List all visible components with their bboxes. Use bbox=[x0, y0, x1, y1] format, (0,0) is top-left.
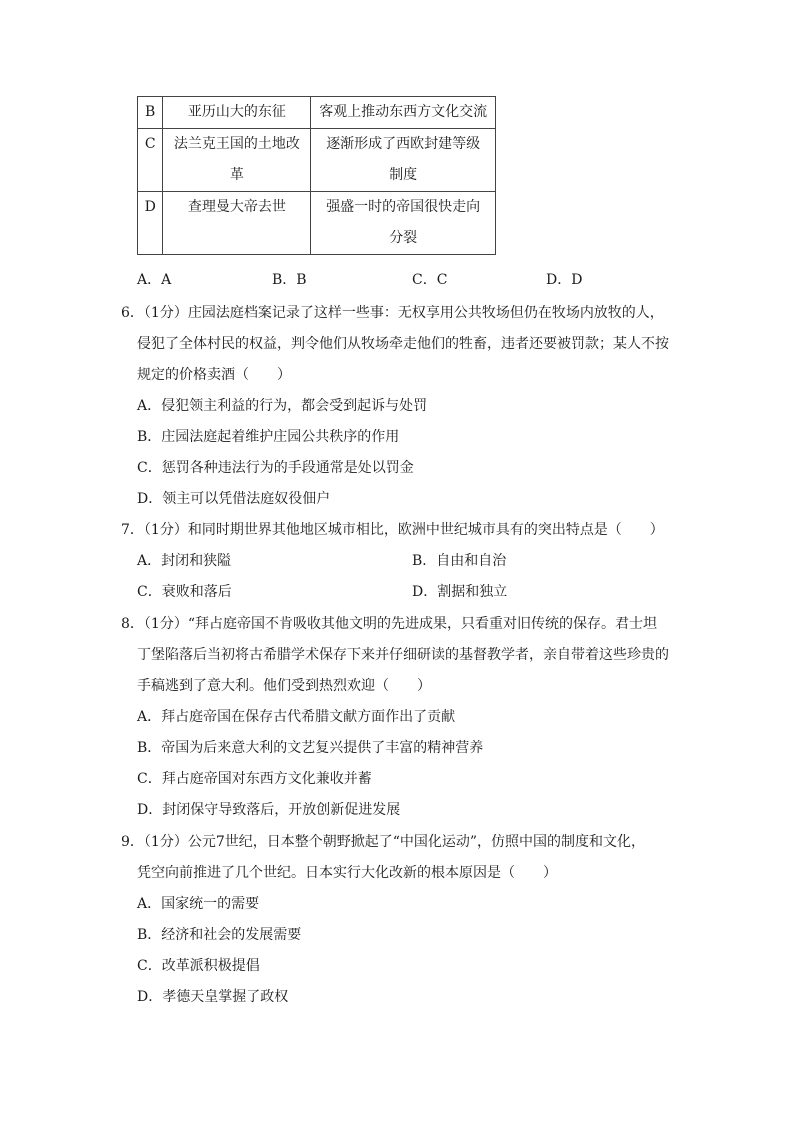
table-cell-result: 逐渐形成了西欧封建等级制度 bbox=[311, 129, 496, 192]
q9-option-b[interactable]: B．经济和社会的发展需要 bbox=[137, 927, 302, 943]
table-cell-letter: D bbox=[138, 192, 163, 255]
q6-option-c[interactable]: C．惩罚各种违法行为的手段通常是处以罚金 bbox=[137, 460, 414, 476]
q9-option-a[interactable]: A．国家统一的需要 bbox=[137, 896, 260, 912]
q8-stem-line-1: 8．（1分）“拜占庭帝国不肯吸收其他文明的先进成果，只看重对旧传统的保存。君士坦 bbox=[121, 616, 657, 632]
q7-option-a[interactable]: A．封闭和狭隘 bbox=[137, 553, 232, 569]
q9-stem-line-1: 9．（1分）公元7世纪，日本整个朝野掀起了“中国化运动”，仿照中国的制度和文化， bbox=[121, 834, 646, 850]
table-row bbox=[138, 192, 496, 255]
q6-option-a[interactable]: A．侵犯领主利益的行为，都会受到起诉与处罚 bbox=[137, 398, 428, 414]
q9-stem-line-2: 凭空向前推进了几个世纪。日本实行大化改新的根本原因是（ ） bbox=[137, 865, 557, 881]
q8-option-d[interactable]: D．封闭保守导致落后，开放创新促进发展 bbox=[137, 802, 401, 818]
table-row bbox=[138, 129, 496, 192]
q9-option-d[interactable]: D．孝德天皇掌握了政权 bbox=[137, 989, 289, 1005]
q6-stem-line-3: 规定的价格卖酒（ ） bbox=[137, 367, 291, 383]
q6-option-d[interactable]: D．领主可以凭借法庭奴役佃户 bbox=[137, 491, 331, 507]
q6-stem-line-1: 6．（1分）庄园法庭档案记录了这样一些事：无权享用公共牧场但仍在牧场内放牧的人， bbox=[121, 305, 664, 321]
q8-stem-line-2: 丁堡陷落后当初将古希腊学术保存下来并仔细研读的基督教学者，亲自带着这些珍贵的 bbox=[137, 647, 669, 663]
q7-option-d[interactable]: D．割据和独立 bbox=[412, 584, 508, 600]
q5-option-a[interactable]: A．A bbox=[137, 272, 172, 288]
table-cell-letter: C bbox=[138, 129, 163, 192]
q6-stem-line-2: 侵犯了全体村民的权益，判令他们从牧场牵走他们的牲畜，违者还要被罚款；某人不按 bbox=[137, 336, 669, 352]
table-cell-letter: B bbox=[138, 97, 163, 129]
table-cell-event: 查理曼大帝去世 bbox=[163, 192, 311, 255]
q8-option-b[interactable]: B．帝国为后来意大利的文艺复兴提供了丰富的精神营养 bbox=[137, 740, 484, 756]
q6-option-b[interactable]: B．庄园法庭起着维护庄园公共秩序的作用 bbox=[137, 429, 400, 445]
q7-option-b[interactable]: B．自由和自治 bbox=[412, 553, 507, 569]
q8-stem-line-3: 手稿逃到了意大利。他们受到热烈欢迎（ ） bbox=[137, 678, 431, 694]
q7-option-c[interactable]: C．衰败和落后 bbox=[137, 584, 232, 600]
table-cell-result: 客观上推动东西方文化交流 bbox=[311, 97, 496, 129]
q5-option-c[interactable]: C．C bbox=[412, 272, 448, 288]
q5-option-b[interactable]: B．B bbox=[272, 272, 307, 288]
q8-option-c[interactable]: C．拜占庭帝国对东西方文化兼收并蓄 bbox=[137, 771, 372, 787]
table-row bbox=[138, 97, 496, 129]
table-cell-result: 强盛一时的帝国很快走向分裂 bbox=[311, 192, 496, 255]
q8-option-a[interactable]: A．拜占庭帝国在保存古代希腊文献方面作出了贡献 bbox=[137, 709, 456, 725]
table-cell-event: 亚历山大的东征 bbox=[163, 97, 311, 129]
q9-option-c[interactable]: C．改革派积极提倡 bbox=[137, 958, 260, 974]
q7-stem-line-1: 7．（1分）和同时期世界其他地区城市相比，欧洲中世纪城市具有的突出特点是（ ） bbox=[121, 522, 664, 538]
table-cell-event: 法兰克王国的土地改革 bbox=[163, 129, 311, 192]
q5-option-d[interactable]: D．D bbox=[546, 272, 583, 288]
history-event-table bbox=[137, 96, 496, 255]
